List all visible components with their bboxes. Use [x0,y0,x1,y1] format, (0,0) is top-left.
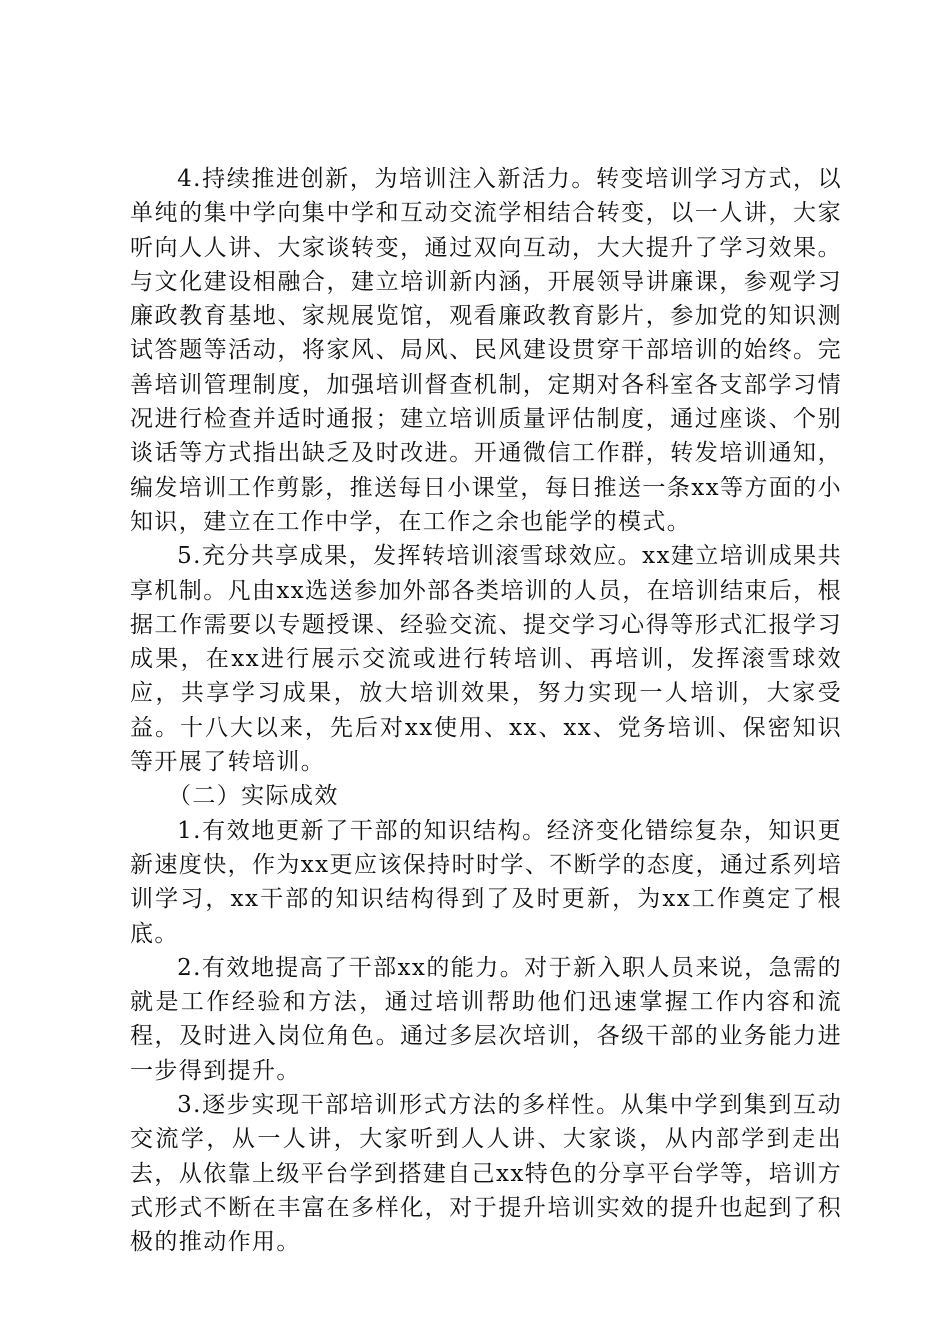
section-heading-actual-results: （二）实际成效 [167,783,339,810]
paragraph-training-diversity: 3.逐步实现干部培训形式方法的多样性。从集中学到集到互动交流学，从一人讲，大家听到人人讲、大家谈，从内部学到走出去，从依靠上级平台学到搭建自己xx特色的分享平台学等，培训方式形式不断在丰富在多样化，对于提升培训实效的提升也起到了积极的推动作用。 [130,1092,842,1256]
paragraph-ability-improvement: 2.有效地提高了干部xx的能力。对于新入职人员来说，急需的就是工作经验和方法，通过培训帮助他们迅速掌握工作内容和流程，及时进入岗位角色。通过多层次培训，各级干部的业务能力进一步得到提升。 [130,954,842,1084]
paragraph-innovation: 4.持续推进创新，为培训注入新活力。转变培训学习方式，以单纯的集中学向集中学和互动交流学相结合转变，以一人讲，大家听向人人讲、大家谈转变，通过双向互动，大大提升了学习效果。与文化建设相融合，建立培训新内涵，开展领导讲廉课，参观学习廉政教育基地、家规展览馆，观看廉政教育影片，参加党的知识测试答题等活动，将家风、局风、民风建设贯穿干部培训的始终。完善培训管理制度，加强培训督查机制，定期对各科室各支部学习情况进行检查并适时通报；建立培训质量评估制度，通过座谈、个别谈话等方式指出缺乏及时改进。开通微信工作群，转发培训通知，编发培训工作剪影，推送每日小课堂，每日推送一条xx等方面的小知识，建立在工作中学，在工作之余也能学的模式。 [130,166,842,535]
document-body [130,162,842,1260]
paragraph-sharing-results: 5.充分共享成果，发挥转培训滚雪球效应。xx建立培训成果共享机制。凡由xx选送参加外部各类培训的人员，在培训结束后，根据工作需要以专题授课、经验交流、提交学习心得等形式汇报学习成果，在xx进行展示交流或进行转培训、再培训，发挥滚雪球效应，共享学习成果，放大培训效果，努力实现一人培训，大家受益。十八大以来，先后对xx使用、xx、xx、党务培训、保密知识等开展了转培训。 [130,543,842,776]
paragraph-knowledge-structure: 1.有效地更新了干部的知识结构。经济变化错综复杂，知识更新速度快，作为xx更应该保持时时学、不断学的态度，通过系列培训学习，xx干部的知识结构得到了及时更新，为xx工作奠定了根底。 [130,817,842,947]
